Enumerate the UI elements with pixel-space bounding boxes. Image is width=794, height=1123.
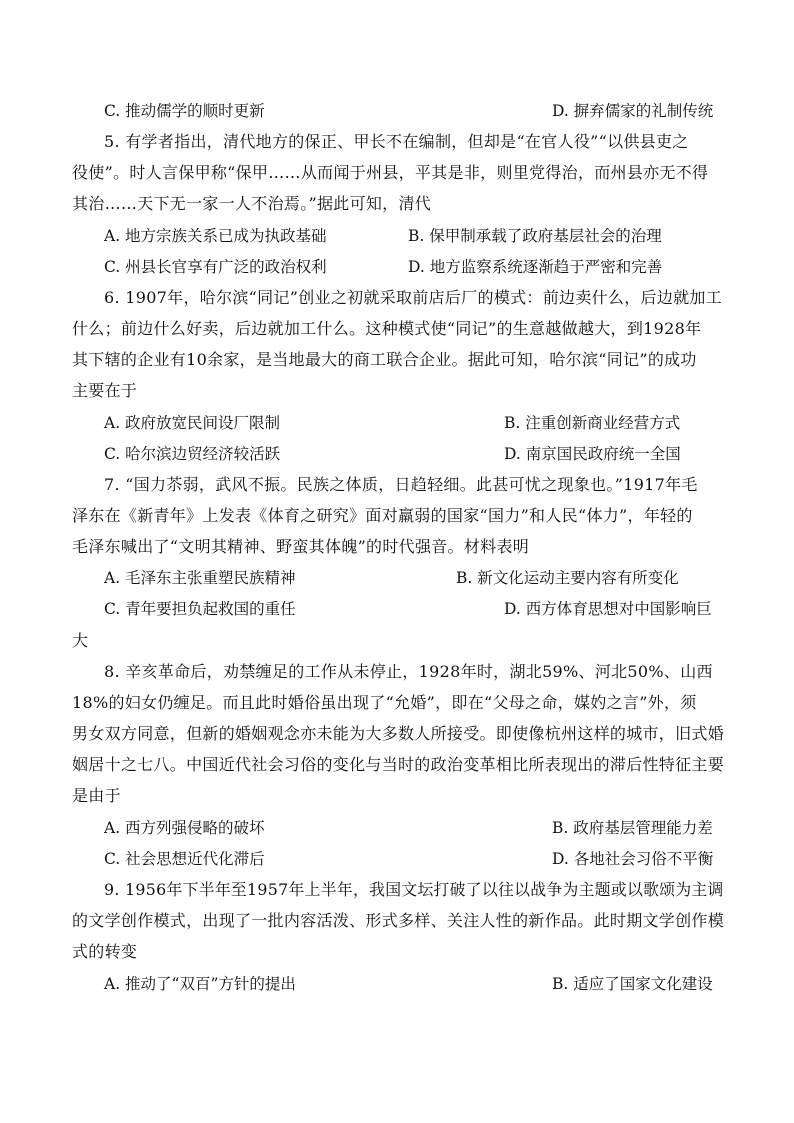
q8-stem-line-1: 8. 辛亥革命后，劝禁缠足的工作从未停止，1928年时，湖北59%、河北50%、山西 [104,662,713,681]
q7-stem-line-2: 泽东在《新青年》上发表《体育之研究》面对羸弱的国家“国力”和人民“体力”，年轻的 [72,506,693,525]
q6-option-b: B. 注重创新商业经营方式 [504,414,681,432]
q6-stem-line-2: 什么；前边什么好卖，后边就加工什么。这种模式使“同记”的生意越做越大，到1928年 [72,319,702,338]
q5-stem-line-1: 5. 有学者指出，清代地方的保正、甲长不在编制，但却是“在官人役”“以供县吏之 [104,132,689,151]
q7-stem-line-3: 毛泽东喊出了“文明其精神、野蛮其体魄”的时代强音。材料表明 [72,537,530,556]
q8-stem-line-5: 是由于 [72,786,121,805]
q9-stem-line-1: 9. 1956年下半年至1957年上半年，我国文坛打破了以往以战争为主题或以歌颂为主调 [104,880,724,899]
q7-option-c: C. 青年要担负起救国的重任 [104,600,296,618]
q8-stem-line-2: 18%的妇女仍缠足。而且此时婚俗虽出现了“允婚”，即在“父母之命，媒妁之言”外，须 [72,693,697,712]
q6-stem-line-3: 其下辖的企业有10余家，是当地最大的商工联合企业。据此可知，哈尔滨“同记”的成功 [72,350,697,369]
q4-option-c: C. 推动儒学的顺时更新 [104,102,265,120]
q7-option-d-wrap: 大 [72,631,89,650]
q7-stem-line-1: 7. “国力苶弱，武风不振。民族之体质，日趋轻细。此甚可忧之现象也。”1917年毛 [104,475,698,494]
q9-stem-line-2: 的文学创作模式，出现了一批内容活泼、形式多样、关注人性的新作品。此时期文学创作模 [72,911,725,930]
q5-stem-line-3: 其治……天下无一家一人不治焉。”据此可知，清代 [72,194,432,213]
q6-option-d: D. 南京国民政府统一全国 [504,445,681,463]
q8-stem-line-3: 男女双方同意，但新的婚姻观念亦未能为大多数人所接受。即使像杭州这样的城市，旧式婚 [72,724,725,743]
q9-stem-line-3: 式的转变 [72,942,138,961]
q8-stem-line-4: 姻居十之七八。中国近代社会习俗的变化与当时的政治变革相比所表现出的滞后性特征主要 [72,755,725,774]
q6-option-c: C. 哈尔滨边贸经济较活跃 [104,445,281,463]
q4-option-d: D. 摒弃儒家的礼制传统 [552,102,714,120]
q8-option-c: C. 社会思想近代化滞后 [104,850,265,868]
q8-option-d: D. 各地社会习俗不平衡 [552,850,714,868]
q5-stem-line-2: 役使”。时人言保甲称“保甲……从而闻于州县，平其是非，则里党得治，而州县亦无不得 [72,163,709,182]
q5-option-a: A. 地方宗族关系已成为执政基础 [104,227,327,245]
q7-option-b: B. 新文化运动主要内容有所变化 [456,569,679,587]
q5-option-d: D. 地方监察系统逐渐趋于严密和完善 [408,258,663,276]
q8-option-a: A. 西方列强侵略的破坏 [104,819,265,837]
q6-stem-line-1: 6. 1907年，哈尔滨“同记”创业之初就采取前店后厂的模式：前边卖什么，后边就加工 [104,288,723,307]
q6-option-a: A. 政府放宽民间设厂限制 [104,414,281,432]
q9-option-a: A. 推动了“双百”方针的提出 [104,975,296,993]
q5-option-c: C. 州县长官享有广泛的政治权利 [104,258,327,276]
q8-option-b: B. 政府基层管理能力差 [552,819,713,837]
q7-option-a: A. 毛泽东主张重塑民族精神 [104,569,296,587]
q6-stem-line-4: 主要在于 [72,381,138,400]
q7-option-d: D. 西方体育思想对中国影响巨 [504,600,712,618]
q9-option-b: B. 适应了国家文化建设 [552,975,713,993]
q5-option-b: B. 保甲制承载了政府基层社会的治理 [408,227,662,245]
